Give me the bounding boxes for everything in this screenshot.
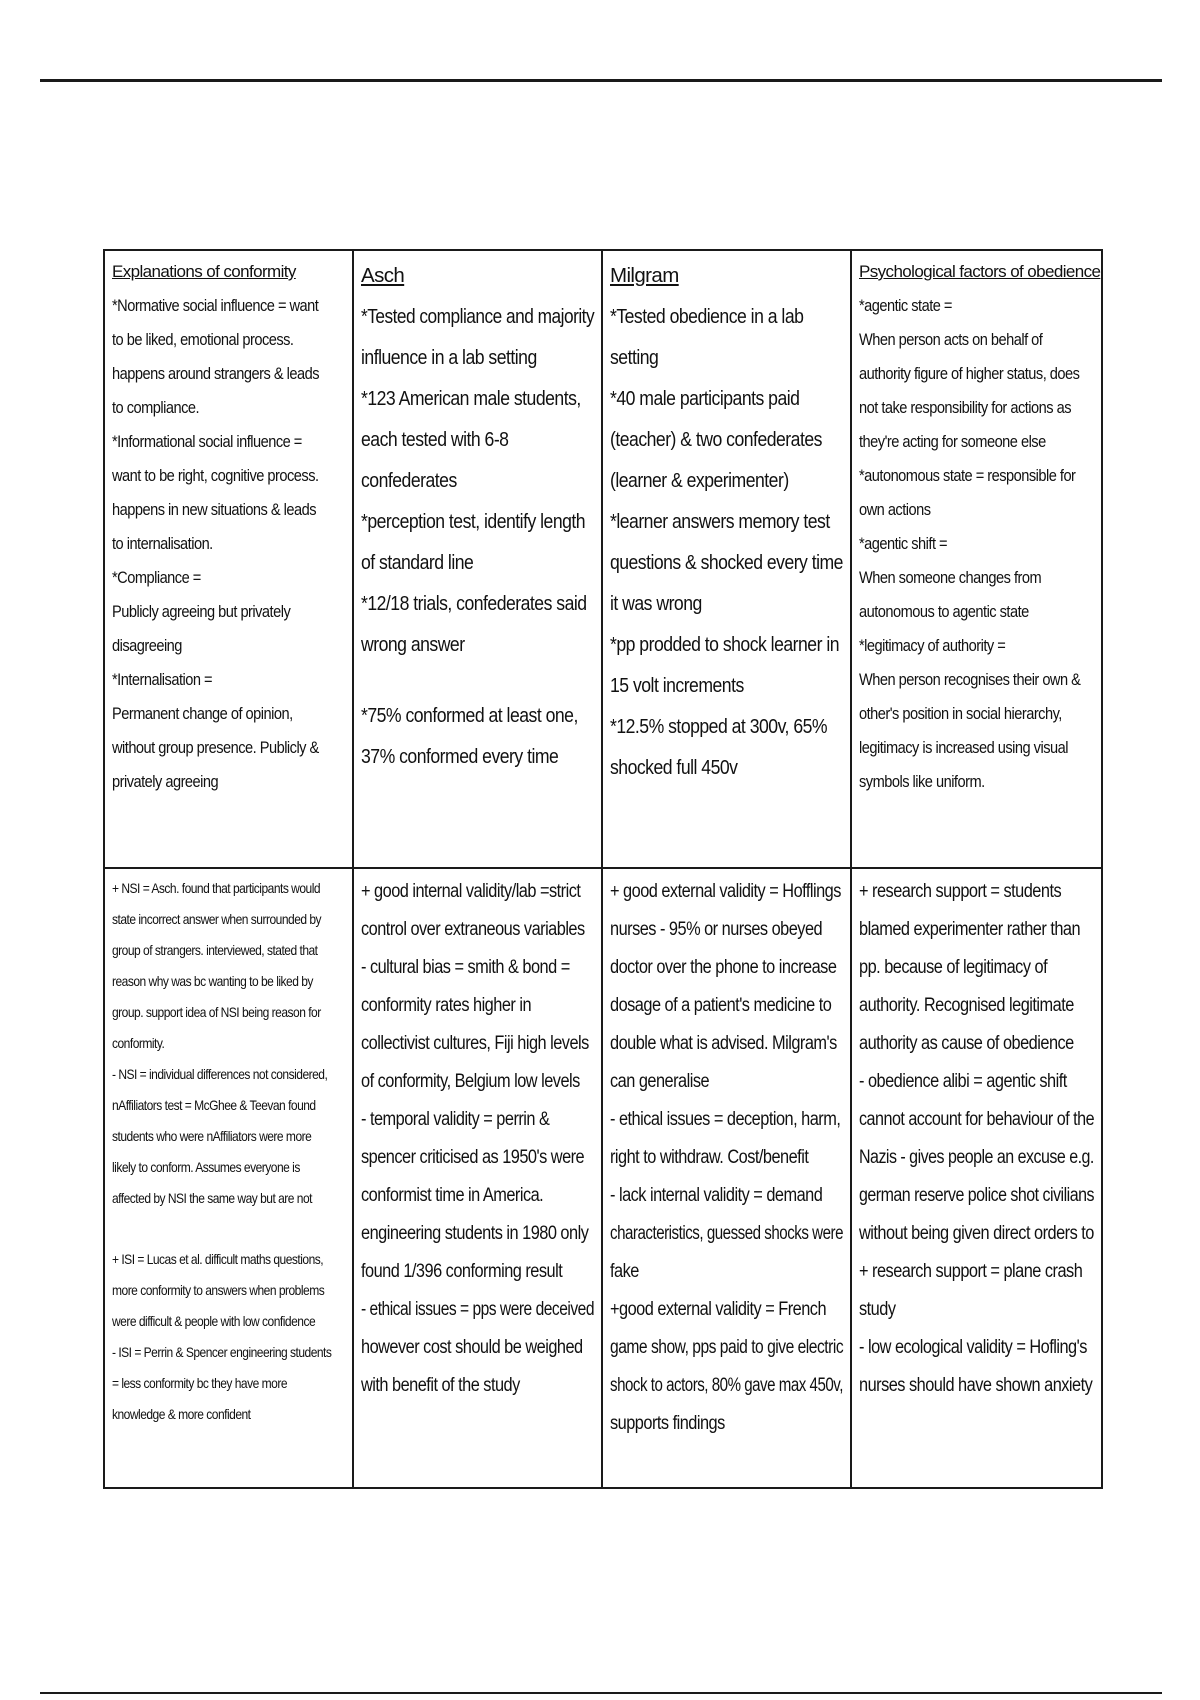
note-line	[610, 706, 844, 747]
line-text: spencer criticised as 1950's were	[361, 1147, 585, 1168]
note-line	[112, 425, 346, 459]
evaluation-line	[112, 1399, 346, 1430]
note-line	[859, 697, 1095, 731]
note-line	[859, 765, 1095, 799]
line-text: *75% conformed at least one,	[361, 704, 578, 727]
line-text: + research support = students	[859, 881, 1062, 902]
spacer	[112, 1214, 346, 1244]
line-text: *40 male participants paid	[610, 387, 800, 410]
note-line	[859, 561, 1095, 595]
evaluation-line	[361, 1025, 595, 1063]
evaluation-line	[112, 1183, 346, 1214]
evaluation-line	[112, 873, 346, 904]
line-text: however cost should be weighed	[361, 1337, 583, 1358]
line-text: - ethical issues = deception, harm,	[610, 1109, 841, 1130]
note-line	[361, 736, 595, 777]
note-line	[859, 459, 1095, 493]
line-text: conformity rates higher in	[361, 995, 532, 1016]
column-heading: Explanations of conformity	[112, 262, 296, 281]
line-text: it was wrong	[610, 592, 702, 615]
evaluation-line	[112, 935, 346, 966]
column-heading: Asch	[361, 264, 405, 287]
line-text: doctor over the phone to increase	[610, 957, 837, 978]
cell-asch-study	[353, 250, 602, 868]
line-text: *Compliance =	[112, 568, 201, 587]
evaluation-line	[361, 1177, 595, 1215]
line-text: - obedience alibi = agentic shift	[859, 1071, 1067, 1092]
line-text: *12.5% stopped at 300v, 65%	[610, 715, 828, 738]
line-text: cannot account for behaviour of the	[859, 1109, 1095, 1130]
line-text: - lack internal validity = demand	[610, 1185, 823, 1206]
column-heading: Milgram	[610, 264, 679, 287]
line-text: *Normative social influence = want	[112, 296, 319, 315]
line-text: more conformity to answers when problems	[112, 1282, 325, 1298]
note-line	[112, 493, 346, 527]
line-text: *Informational social influence =	[112, 432, 302, 451]
note-line	[610, 583, 844, 624]
line-text: they're acting for someone else	[859, 432, 1046, 451]
line-text: - cultural bias = smith & bond =	[361, 957, 570, 978]
line-text: likely to conform. Assumes everyone is	[112, 1159, 300, 1175]
cell-obedience-factors	[851, 250, 1102, 868]
line-text: each tested with 6-8	[361, 428, 509, 451]
note-line	[610, 501, 844, 542]
evaluation-line	[859, 911, 1095, 949]
note-line	[112, 323, 346, 357]
line-text: Permanent change of opinion,	[112, 704, 293, 723]
cell-conformity-explanations	[104, 250, 353, 868]
line-text: + NSI = Asch. found that participants would	[112, 880, 321, 896]
line-text: found 1/396 conforming result	[361, 1261, 563, 1282]
line-text: +good external validity = French	[610, 1299, 827, 1320]
note-line	[610, 296, 844, 337]
evaluation-line	[112, 997, 346, 1028]
line-text: When someone changes from	[859, 568, 1042, 587]
evaluation-line	[361, 1215, 595, 1253]
evaluation-line	[859, 949, 1095, 987]
line-text: privately agreeing	[112, 772, 219, 791]
evaluation-line	[361, 1139, 595, 1177]
line-text: *autonomous state = responsible for	[859, 466, 1076, 485]
line-text: state incorrect answer when surrounded by	[112, 911, 322, 927]
line-text: *learner answers memory test	[610, 510, 830, 533]
note-line	[361, 542, 595, 583]
evaluation-line	[610, 873, 844, 911]
line-text: shock to actors, 80% gave max 450v,	[610, 1375, 843, 1396]
cell-conformity-evaluation	[104, 868, 353, 1488]
evaluation-line	[610, 1253, 844, 1291]
line-text: to be liked, emotional process.	[112, 330, 294, 349]
line-text: *Tested obedience in a lab	[610, 305, 804, 328]
line-text: german reserve police shot civilians	[859, 1185, 1094, 1206]
evaluation-line	[610, 1025, 844, 1063]
evaluation-line	[361, 1101, 595, 1139]
evaluation-line	[361, 911, 595, 949]
line-text: nAffiliators test = McGhee & Teevan found	[112, 1097, 316, 1113]
evaluation-line	[112, 1244, 346, 1275]
note-line	[112, 731, 346, 765]
note-line	[361, 337, 595, 378]
line-text: *123 American male students,	[361, 387, 581, 410]
evaluation-line	[859, 1291, 1095, 1329]
line-text: fake	[610, 1261, 639, 1282]
evaluation-line	[610, 911, 844, 949]
evaluation-line	[859, 1063, 1095, 1101]
note-line	[859, 323, 1095, 357]
evaluation-line	[859, 873, 1095, 911]
note-line	[361, 695, 595, 736]
line-text: nurses - 95% or nurses obeyed	[610, 919, 823, 940]
line-text: not take responsibility for actions as	[859, 398, 1072, 417]
evaluation-line	[361, 1063, 595, 1101]
note-line	[361, 583, 595, 624]
cell-asch-evaluation	[353, 868, 602, 1488]
line-text: *Tested compliance and majority	[361, 305, 595, 328]
note-line	[610, 665, 844, 706]
line-text: authority figure of higher status, does	[859, 364, 1080, 383]
evaluation-line	[361, 1253, 595, 1291]
line-text: to compliance.	[112, 398, 200, 417]
evaluation-line	[361, 987, 595, 1025]
note-line	[112, 697, 346, 731]
line-text: + research support = plane crash	[859, 1261, 1083, 1282]
evaluation-line	[112, 1121, 346, 1152]
evaluation-line	[859, 1367, 1095, 1405]
evaluation-line	[859, 1101, 1095, 1139]
note-line	[859, 391, 1095, 425]
line-text: with benefit of the study	[361, 1375, 520, 1396]
table-row-evaluation	[104, 868, 1102, 1488]
note-line	[610, 624, 844, 665]
note-line	[361, 296, 595, 337]
line-text: happens in new situations & leads	[112, 500, 317, 519]
line-text: study	[859, 1299, 896, 1320]
line-text: *agentic shift =	[859, 534, 948, 553]
evaluation-line	[610, 949, 844, 987]
evaluation-line	[859, 1139, 1095, 1177]
line-text: Nazis - gives people an excuse e.g.	[859, 1147, 1094, 1168]
note-line	[610, 378, 844, 419]
line-text: without group presence. Publicly &	[112, 738, 319, 757]
line-text: *Internalisation =	[112, 670, 213, 689]
note-line	[112, 595, 346, 629]
line-text: students who were nAffiliators were more	[112, 1128, 312, 1144]
line-text: (learner & experimenter)	[610, 469, 789, 492]
note-line	[859, 595, 1095, 629]
cell-milgram-study	[602, 250, 851, 868]
line-text: to internalisation.	[112, 534, 213, 553]
note-line	[112, 391, 346, 425]
line-text: *legitimacy of authority =	[859, 636, 1006, 655]
note-line	[859, 731, 1095, 765]
note-line	[610, 419, 844, 460]
note-line	[361, 624, 595, 665]
line-text: *12/18 trials, confederates said	[361, 592, 587, 615]
line-text: + good internal validity/lab =strict	[361, 881, 581, 902]
column-heading: Psychological factors of obedience	[859, 262, 1101, 281]
note-line	[859, 527, 1095, 561]
line-text: blamed experimenter rather than	[859, 919, 1081, 940]
note-line	[859, 425, 1095, 459]
line-text: can generalise	[610, 1071, 710, 1092]
line-text: without being given direct orders to	[859, 1223, 1094, 1244]
line-text: When person recognises their own &	[859, 670, 1081, 689]
note-line	[859, 289, 1095, 323]
evaluation-line	[610, 1177, 844, 1215]
evaluation-line	[112, 1028, 346, 1059]
evaluation-line	[112, 1275, 346, 1306]
line-text: game show, pps paid to give electric	[610, 1337, 844, 1358]
evaluation-line	[112, 1306, 346, 1337]
note-line	[610, 747, 844, 788]
line-text: want to be right, cognitive process.	[112, 466, 319, 485]
line-text: conformist time in America.	[361, 1185, 544, 1206]
line-text: authority. Recognised legitimate	[859, 995, 1074, 1016]
line-text: disagreeing	[112, 636, 182, 655]
bottom-rule	[40, 1692, 1162, 1694]
line-text: = less conformity bc they have more	[112, 1375, 288, 1391]
line-text: 15 volt increments	[610, 674, 744, 697]
line-text: pp. because of legitimacy of	[859, 957, 1048, 978]
line-text: nurses should have shown anxiety	[859, 1375, 1093, 1396]
line-text: conformity.	[112, 1035, 165, 1051]
evaluation-line	[859, 987, 1095, 1025]
notes-table	[103, 249, 1103, 1489]
evaluation-line	[610, 1139, 844, 1177]
line-text: were difficult & people with low confidence	[112, 1313, 316, 1329]
line-text: confederates	[361, 469, 457, 492]
note-line	[112, 561, 346, 595]
evaluation-line	[112, 966, 346, 997]
note-line	[112, 459, 346, 493]
line-text: *perception test, identify length	[361, 510, 586, 533]
evaluation-line	[859, 1177, 1095, 1215]
line-text: of conformity, Belgium low levels	[361, 1071, 580, 1092]
line-text: questions & shocked every time	[610, 551, 843, 574]
note-line	[112, 357, 346, 391]
evaluation-line	[610, 1329, 844, 1367]
note-line	[112, 629, 346, 663]
line-text: happens around strangers & leads	[112, 364, 320, 383]
cell-milgram-evaluation	[602, 868, 851, 1488]
table-row-summary	[104, 250, 1102, 868]
evaluation-line	[859, 1329, 1095, 1367]
line-text: supports findings	[610, 1413, 725, 1434]
line-text: dosage of a patient's medicine to	[610, 995, 832, 1016]
evaluation-line	[610, 1101, 844, 1139]
evaluation-line	[610, 987, 844, 1025]
note-line	[112, 289, 346, 323]
evaluation-line	[361, 1291, 595, 1329]
line-text: *agentic state =	[859, 296, 952, 315]
evaluation-line	[610, 1367, 844, 1405]
note-line	[112, 663, 346, 697]
evaluation-line	[112, 1152, 346, 1183]
evaluation-line	[859, 1253, 1095, 1291]
evaluation-line	[610, 1063, 844, 1101]
note-line	[859, 663, 1095, 697]
evaluation-line	[859, 1215, 1095, 1253]
line-text: - ISI = Perrin & Spencer engineering students	[112, 1344, 332, 1360]
note-line	[361, 501, 595, 542]
line-text: knowledge & more confident	[112, 1406, 251, 1422]
note-line	[112, 527, 346, 561]
line-text: (teacher) & two confederates	[610, 428, 822, 451]
note-line	[361, 378, 595, 419]
line-text: double what is advised. Milgram's	[610, 1033, 837, 1054]
line-text: autonomous to agentic state	[859, 602, 1029, 621]
line-text: - NSI = individual differences not considered,	[112, 1066, 328, 1082]
evaluation-line	[112, 1368, 346, 1399]
line-text: + good external validity = Hofflings	[610, 881, 841, 902]
note-line	[361, 460, 595, 501]
line-text: - ethical issues = pps were deceived	[361, 1299, 595, 1320]
evaluation-line	[859, 1025, 1095, 1063]
line-text: shocked full 450v	[610, 756, 738, 779]
evaluation-line	[112, 904, 346, 935]
line-text: collectivist cultures, Fiji high levels	[361, 1033, 589, 1054]
evaluation-line	[361, 949, 595, 987]
line-text: Publicly agreeing but privately	[112, 602, 291, 621]
note-line	[361, 419, 595, 460]
line-text: *pp prodded to shock learner in	[610, 633, 840, 656]
evaluation-line	[112, 1090, 346, 1121]
line-text: authority as cause of obedience	[859, 1033, 1074, 1054]
note-line	[112, 765, 346, 799]
line-text: symbols like uniform.	[859, 772, 985, 791]
note-line	[859, 493, 1095, 527]
line-text: characteristics, guessed shocks were	[610, 1223, 844, 1244]
note-line	[859, 357, 1095, 391]
evaluation-line	[610, 1291, 844, 1329]
line-text: affected by NSI the same way but are not	[112, 1190, 313, 1206]
line-text: own actions	[859, 500, 931, 519]
line-text: group. support idea of NSI being reason for	[112, 1004, 321, 1020]
line-text: of standard line	[361, 551, 474, 574]
line-text: engineering students in 1980 only	[361, 1223, 589, 1244]
evaluation-line	[112, 1337, 346, 1368]
evaluation-line	[610, 1215, 844, 1253]
line-text: wrong answer	[361, 633, 465, 656]
line-text: legitimacy is increased using visual	[859, 738, 1068, 757]
evaluation-line	[361, 1329, 595, 1367]
spacer	[361, 665, 595, 695]
top-rule	[40, 79, 1162, 82]
evaluation-line	[361, 1367, 595, 1405]
evaluation-line	[112, 1059, 346, 1090]
note-line	[610, 460, 844, 501]
line-text: group of strangers. interviewed, stated that	[112, 942, 318, 958]
line-text: right to withdraw. Cost/benefit	[610, 1147, 809, 1168]
evaluation-line	[361, 873, 595, 911]
evaluation-line	[610, 1405, 844, 1443]
line-text: - temporal validity = perrin &	[361, 1109, 550, 1130]
line-text: + ISI = Lucas et al. difficult maths questions,	[112, 1251, 324, 1267]
line-text: - low ecological validity = Hofling's	[859, 1337, 1087, 1358]
note-line	[610, 542, 844, 583]
line-text: other's position in social hierarchy,	[859, 704, 1062, 723]
line-text: 37% conformed every time	[361, 745, 559, 768]
line-text: setting	[610, 346, 659, 369]
cell-obedience-evaluation	[851, 868, 1102, 1488]
line-text: control over extraneous variables	[361, 919, 585, 940]
line-text: When person acts on behalf of	[859, 330, 1043, 349]
note-line	[859, 629, 1095, 663]
line-text: reason why was bc wanting to be liked by	[112, 973, 313, 989]
note-line	[610, 337, 844, 378]
line-text: influence in a lab setting	[361, 346, 537, 369]
